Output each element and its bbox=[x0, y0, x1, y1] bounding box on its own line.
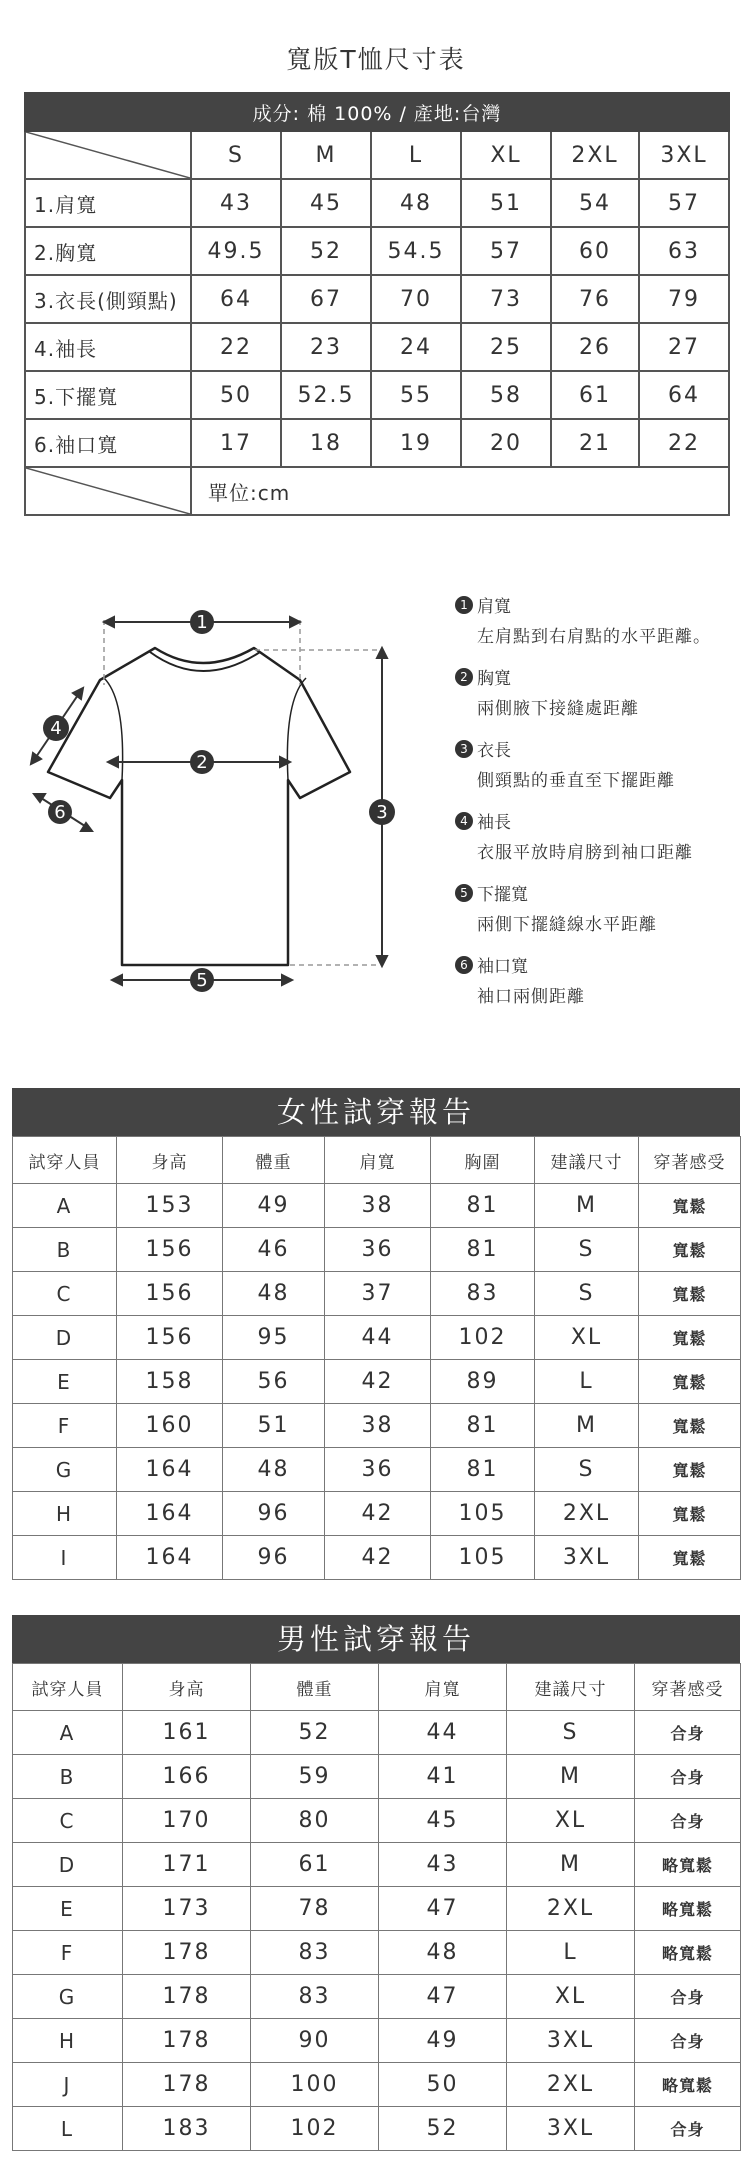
table-cell: XL bbox=[535, 1316, 639, 1360]
svg-text:4: 4 bbox=[50, 718, 62, 739]
size-value: 76 bbox=[551, 275, 639, 323]
tester-id: B bbox=[13, 1755, 123, 1799]
table-cell: 51 bbox=[223, 1404, 325, 1448]
table-cell: 42 bbox=[325, 1492, 431, 1536]
size-value: 20 bbox=[461, 419, 551, 467]
table-row bbox=[13, 1272, 741, 1316]
size-value: 79 bbox=[639, 275, 729, 323]
table-cell: M bbox=[507, 1755, 635, 1799]
table-cell: 56 bbox=[223, 1360, 325, 1404]
size-label: XL bbox=[461, 131, 551, 179]
male-report-table bbox=[12, 1663, 741, 2151]
size-value: 22 bbox=[639, 419, 729, 467]
size-table bbox=[24, 92, 730, 516]
table-row bbox=[13, 1843, 741, 1887]
table-cell: 173 bbox=[123, 1887, 251, 1931]
female-report-title: 女性試穿報告 bbox=[12, 1088, 740, 1136]
table-cell: 47 bbox=[379, 1975, 507, 2019]
fit-feeling: 合身 bbox=[635, 1711, 741, 1755]
size-row bbox=[25, 371, 729, 419]
fit-feeling: 合身 bbox=[635, 1975, 741, 2019]
table-cell: 178 bbox=[123, 2019, 251, 2063]
table-row bbox=[13, 1711, 741, 1755]
size-value: 57 bbox=[461, 227, 551, 275]
table-cell: 170 bbox=[123, 1799, 251, 1843]
table-cell: 161 bbox=[123, 1711, 251, 1755]
table-cell: XL bbox=[507, 1975, 635, 2019]
measure-label: 6.袖口寬 bbox=[25, 419, 191, 467]
table-cell: 78 bbox=[251, 1887, 379, 1931]
table-row bbox=[13, 1448, 741, 1492]
table-cell: 50 bbox=[379, 2063, 507, 2107]
size-label: L bbox=[371, 131, 461, 179]
size-label: S bbox=[191, 131, 281, 179]
table-row bbox=[13, 1536, 741, 1580]
tester-id: L bbox=[13, 2107, 123, 2151]
table-cell: 44 bbox=[379, 1711, 507, 1755]
table-row bbox=[13, 1184, 741, 1228]
tester-id: A bbox=[13, 1711, 123, 1755]
table-cell: 102 bbox=[431, 1316, 535, 1360]
table-cell: 48 bbox=[223, 1272, 325, 1316]
tester-id: G bbox=[13, 1975, 123, 2019]
table-cell: S bbox=[535, 1228, 639, 1272]
size-row bbox=[25, 419, 729, 467]
table-cell: 42 bbox=[325, 1360, 431, 1404]
column-header: 肩寬 bbox=[379, 1664, 507, 1711]
size-value: 70 bbox=[371, 275, 461, 323]
measure-label: 2.胸寬 bbox=[25, 227, 191, 275]
fit-feeling: 寬鬆 bbox=[639, 1448, 741, 1492]
size-label: M bbox=[281, 131, 371, 179]
table-cell: 158 bbox=[117, 1360, 223, 1404]
size-value: 52 bbox=[281, 227, 371, 275]
table-cell: L bbox=[535, 1360, 639, 1404]
table-cell: 36 bbox=[325, 1448, 431, 1492]
fit-feeling: 寬鬆 bbox=[639, 1360, 741, 1404]
size-value: 45 bbox=[281, 179, 371, 227]
table-cell: 52 bbox=[379, 2107, 507, 2151]
fit-feeling: 合身 bbox=[635, 1799, 741, 1843]
fit-feeling: 寬鬆 bbox=[639, 1184, 741, 1228]
svg-text:2: 2 bbox=[196, 752, 208, 773]
table-cell: 105 bbox=[431, 1492, 535, 1536]
table-cell: 183 bbox=[123, 2107, 251, 2151]
tester-id: A bbox=[13, 1184, 117, 1228]
legend-item: 4 袖長 衣服平放時肩膀到袖口距離 bbox=[455, 806, 745, 878]
table-cell: 156 bbox=[117, 1228, 223, 1272]
size-header-row bbox=[25, 131, 729, 179]
table-cell: 2XL bbox=[507, 2063, 635, 2107]
column-header: 體重 bbox=[251, 1664, 379, 1711]
size-value: 51 bbox=[461, 179, 551, 227]
tester-id: C bbox=[13, 1799, 123, 1843]
measure-label: 1.肩寬 bbox=[25, 179, 191, 227]
table-row bbox=[13, 1975, 741, 2019]
measure-label: 5.下擺寬 bbox=[25, 371, 191, 419]
table-row bbox=[13, 1931, 741, 1975]
diagonal-cell bbox=[25, 467, 191, 515]
tester-id: B bbox=[13, 1228, 117, 1272]
column-header: 穿著感受 bbox=[639, 1137, 741, 1184]
size-value: 64 bbox=[639, 371, 729, 419]
size-value: 27 bbox=[639, 323, 729, 371]
fit-feeling: 合身 bbox=[635, 2019, 741, 2063]
table-cell: 38 bbox=[325, 1404, 431, 1448]
tshirt-illustration bbox=[0, 590, 440, 1020]
size-value: 58 bbox=[461, 371, 551, 419]
size-label: 3XL bbox=[639, 131, 729, 179]
column-header: 穿著感受 bbox=[635, 1664, 741, 1711]
table-cell: 44 bbox=[325, 1316, 431, 1360]
table-row bbox=[13, 1316, 741, 1360]
size-value: 43 bbox=[191, 179, 281, 227]
tester-id: G bbox=[13, 1448, 117, 1492]
table-cell: M bbox=[535, 1184, 639, 1228]
table-cell: M bbox=[535, 1404, 639, 1448]
size-value: 54 bbox=[551, 179, 639, 227]
table-cell: 81 bbox=[431, 1184, 535, 1228]
table-cell: 96 bbox=[223, 1536, 325, 1580]
column-header: 身高 bbox=[123, 1664, 251, 1711]
legend-item: 1 肩寬 左肩點到右肩點的水平距離。 bbox=[455, 590, 745, 662]
size-value: 60 bbox=[551, 227, 639, 275]
table-cell: 3XL bbox=[507, 2019, 635, 2063]
table-cell: 59 bbox=[251, 1755, 379, 1799]
table-row bbox=[13, 2019, 741, 2063]
size-row bbox=[25, 227, 729, 275]
fit-feeling: 寬鬆 bbox=[639, 1492, 741, 1536]
svg-text:5: 5 bbox=[196, 970, 208, 991]
fit-feeling: 寬鬆 bbox=[639, 1272, 741, 1316]
fit-feeling: 寬鬆 bbox=[639, 1228, 741, 1272]
table-cell: 81 bbox=[431, 1448, 535, 1492]
fit-feeling: 略寬鬆 bbox=[635, 1931, 741, 1975]
size-table-header: 成分: 棉 100% / 產地:台灣 bbox=[25, 93, 729, 131]
table-cell: 105 bbox=[431, 1536, 535, 1580]
table-cell: 80 bbox=[251, 1799, 379, 1843]
column-header: 試穿人員 bbox=[13, 1664, 123, 1711]
table-cell: L bbox=[507, 1931, 635, 1975]
marker-3 bbox=[369, 799, 395, 825]
table-cell: 102 bbox=[251, 2107, 379, 2151]
size-value: 64 bbox=[191, 275, 281, 323]
legend-item: 6 袖口寬 袖口兩側距離 bbox=[455, 950, 745, 1022]
size-value: 24 bbox=[371, 323, 461, 371]
tester-id: E bbox=[13, 1360, 117, 1404]
table-cell: 47 bbox=[379, 1887, 507, 1931]
svg-text:1: 1 bbox=[196, 612, 208, 633]
fit-feeling: 合身 bbox=[635, 2107, 741, 2151]
size-value: 48 bbox=[371, 179, 461, 227]
tester-id: E bbox=[13, 1887, 123, 1931]
table-cell: 43 bbox=[379, 1843, 507, 1887]
size-row bbox=[25, 275, 729, 323]
measurement-legend bbox=[455, 590, 745, 1022]
table-cell: 81 bbox=[431, 1228, 535, 1272]
size-value: 25 bbox=[461, 323, 551, 371]
column-header: 試穿人員 bbox=[13, 1137, 117, 1184]
table-row bbox=[13, 1755, 741, 1799]
marker-1 bbox=[190, 610, 214, 634]
marker-2 bbox=[190, 750, 214, 774]
table-cell: 3XL bbox=[507, 2107, 635, 2151]
size-value: 57 bbox=[639, 179, 729, 227]
table-cell: 178 bbox=[123, 1975, 251, 2019]
table-row bbox=[13, 1360, 741, 1404]
table-cell: 81 bbox=[431, 1404, 535, 1448]
table-cell: 166 bbox=[123, 1755, 251, 1799]
table-cell: XL bbox=[507, 1799, 635, 1843]
svg-text:6: 6 bbox=[54, 802, 66, 823]
fit-feeling: 合身 bbox=[635, 1755, 741, 1799]
table-cell: 48 bbox=[379, 1931, 507, 1975]
table-cell: 164 bbox=[117, 1536, 223, 1580]
column-header: 胸圍 bbox=[431, 1137, 535, 1184]
table-cell: 160 bbox=[117, 1404, 223, 1448]
table-cell: S bbox=[535, 1448, 639, 1492]
legend-item: 3 衣長 側頸點的垂直至下擺距離 bbox=[455, 734, 745, 806]
table-cell: 83 bbox=[431, 1272, 535, 1316]
size-row bbox=[25, 323, 729, 371]
marker-6 bbox=[48, 800, 72, 824]
table-cell: 83 bbox=[251, 1931, 379, 1975]
size-value: 23 bbox=[281, 323, 371, 371]
size-value: 49.5 bbox=[191, 227, 281, 275]
tester-id: F bbox=[13, 1404, 117, 1448]
male-report bbox=[12, 1615, 740, 2151]
tester-id: C bbox=[13, 1272, 117, 1316]
table-row bbox=[13, 1887, 741, 1931]
table-cell: 41 bbox=[379, 1755, 507, 1799]
size-value: 67 bbox=[281, 275, 371, 323]
size-value: 55 bbox=[371, 371, 461, 419]
table-cell: 2XL bbox=[507, 1887, 635, 1931]
table-cell: 2XL bbox=[535, 1492, 639, 1536]
tester-id: F bbox=[13, 1931, 123, 1975]
size-row bbox=[25, 179, 729, 227]
tester-id: D bbox=[13, 1316, 117, 1360]
marker-4 bbox=[43, 715, 69, 741]
table-cell: 45 bbox=[379, 1799, 507, 1843]
size-value: 61 bbox=[551, 371, 639, 419]
size-value: 17 bbox=[191, 419, 281, 467]
table-cell: 100 bbox=[251, 2063, 379, 2107]
table-cell: 46 bbox=[223, 1228, 325, 1272]
table-cell: 38 bbox=[325, 1184, 431, 1228]
column-header: 身高 bbox=[117, 1137, 223, 1184]
column-header: 體重 bbox=[223, 1137, 325, 1184]
table-cell: 89 bbox=[431, 1360, 535, 1404]
female-report bbox=[12, 1088, 740, 1580]
table-cell: 49 bbox=[379, 2019, 507, 2063]
size-value: 26 bbox=[551, 323, 639, 371]
table-cell: 48 bbox=[223, 1448, 325, 1492]
table-cell: 37 bbox=[325, 1272, 431, 1316]
fit-feeling: 略寬鬆 bbox=[635, 1887, 741, 1931]
table-row bbox=[13, 1799, 741, 1843]
table-cell: 49 bbox=[223, 1184, 325, 1228]
size-value: 73 bbox=[461, 275, 551, 323]
size-value: 19 bbox=[371, 419, 461, 467]
table-cell: 83 bbox=[251, 1975, 379, 2019]
size-value: 21 bbox=[551, 419, 639, 467]
column-header: 肩寬 bbox=[325, 1137, 431, 1184]
table-cell: 52 bbox=[251, 1711, 379, 1755]
size-value: 18 bbox=[281, 419, 371, 467]
table-cell: 61 bbox=[251, 1843, 379, 1887]
fit-feeling: 略寬鬆 bbox=[635, 2063, 741, 2107]
fit-feeling: 略寬鬆 bbox=[635, 1843, 741, 1887]
table-cell: 164 bbox=[117, 1448, 223, 1492]
tester-id: H bbox=[13, 2019, 123, 2063]
table-row bbox=[13, 2107, 741, 2151]
fit-feeling: 寬鬆 bbox=[639, 1316, 741, 1360]
unit-row bbox=[25, 467, 729, 515]
table-row bbox=[13, 1228, 741, 1272]
column-header: 建議尺寸 bbox=[507, 1664, 635, 1711]
table-cell: 42 bbox=[325, 1536, 431, 1580]
table-cell: 178 bbox=[123, 1931, 251, 1975]
table-cell: 95 bbox=[223, 1316, 325, 1360]
size-value: 52.5 bbox=[281, 371, 371, 419]
unit-label: 單位:cm bbox=[191, 467, 729, 515]
table-cell: 171 bbox=[123, 1843, 251, 1887]
measurement-diagram bbox=[0, 590, 752, 1020]
size-value: 54.5 bbox=[371, 227, 461, 275]
table-cell: 36 bbox=[325, 1228, 431, 1272]
table-cell: 156 bbox=[117, 1316, 223, 1360]
size-value: 63 bbox=[639, 227, 729, 275]
table-cell: 96 bbox=[223, 1492, 325, 1536]
fit-feeling: 寬鬆 bbox=[639, 1404, 741, 1448]
page-title: 寬版T恤尺寸表 bbox=[286, 45, 466, 74]
tester-id: H bbox=[13, 1492, 117, 1536]
size-value: 50 bbox=[191, 371, 281, 419]
table-cell: 164 bbox=[117, 1492, 223, 1536]
table-cell: 178 bbox=[123, 2063, 251, 2107]
table-cell: 156 bbox=[117, 1272, 223, 1316]
diagonal-cell bbox=[25, 131, 191, 179]
size-label: 2XL bbox=[551, 131, 639, 179]
table-cell: S bbox=[535, 1272, 639, 1316]
table-cell: 153 bbox=[117, 1184, 223, 1228]
table-cell: 3XL bbox=[535, 1536, 639, 1580]
table-cell: S bbox=[507, 1711, 635, 1755]
legend-item: 5 下擺寬 兩側下擺縫線水平距離 bbox=[455, 878, 745, 950]
tester-id: J bbox=[13, 2063, 123, 2107]
table-cell: M bbox=[507, 1843, 635, 1887]
table-cell: 90 bbox=[251, 2019, 379, 2063]
female-report-table bbox=[12, 1136, 741, 1580]
tester-id: I bbox=[13, 1536, 117, 1580]
column-header: 建議尺寸 bbox=[535, 1137, 639, 1184]
table-row bbox=[13, 1492, 741, 1536]
tester-id: D bbox=[13, 1843, 123, 1887]
male-report-title: 男性試穿報告 bbox=[12, 1615, 740, 1663]
legend-item: 2 胸寬 兩側腋下接縫處距離 bbox=[455, 662, 745, 734]
table-row bbox=[13, 1404, 741, 1448]
fit-feeling: 寬鬆 bbox=[639, 1536, 741, 1580]
table-row bbox=[13, 2063, 741, 2107]
marker-5 bbox=[190, 968, 214, 992]
measure-label: 3.衣長(側頸點) bbox=[25, 275, 191, 323]
measure-label: 4.袖長 bbox=[25, 323, 191, 371]
size-value: 22 bbox=[191, 323, 281, 371]
svg-text:3: 3 bbox=[376, 802, 388, 823]
